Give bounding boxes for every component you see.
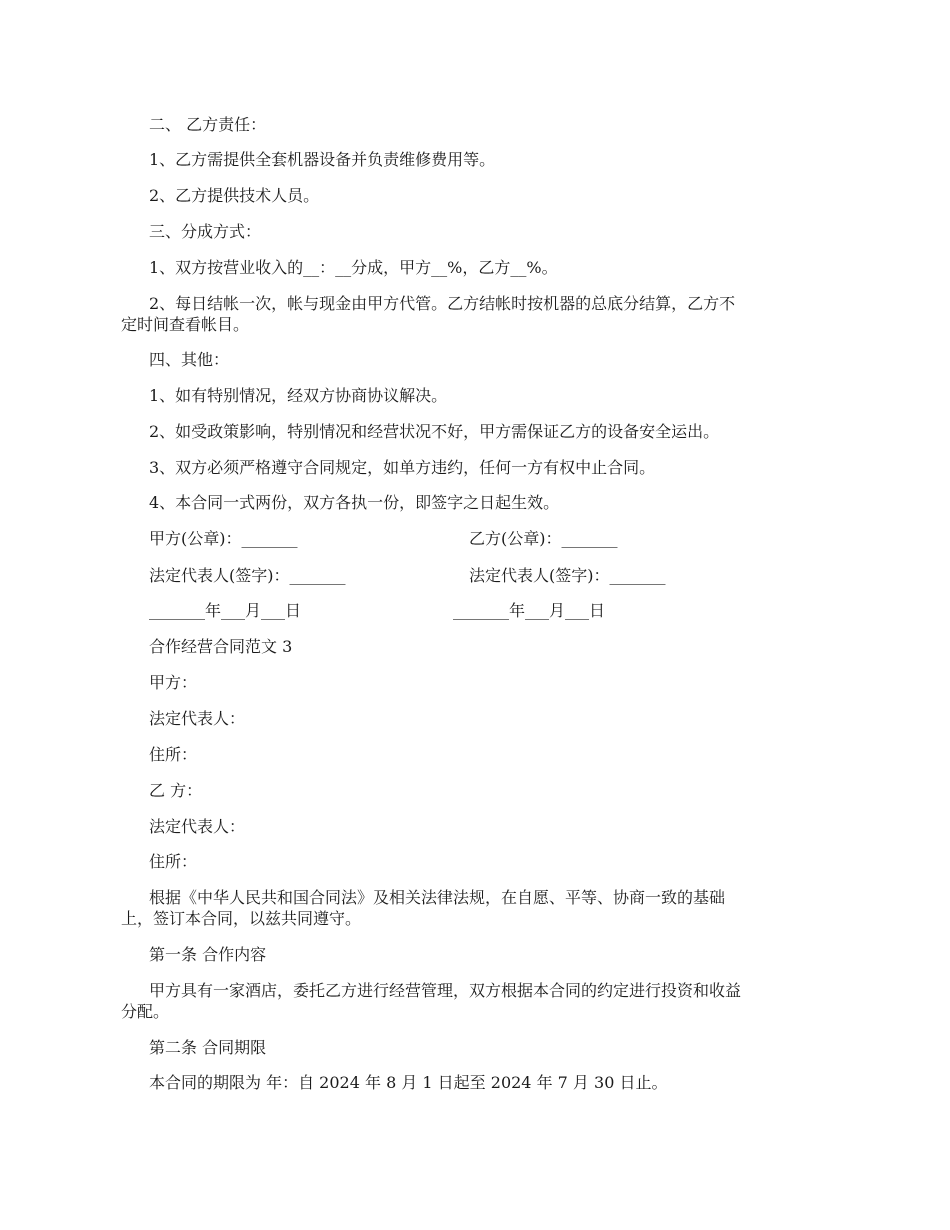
party-a-date-field: _______年___月___日 bbox=[149, 601, 302, 620]
paragraph: 2、每日结帐一次，帐与现金由甲方代管。乙方结帐时按机器的总底分结算，乙方不 bbox=[149, 294, 736, 313]
heading-party-b-duties: 二、 乙方责任： bbox=[149, 115, 267, 134]
paragraph: 1、乙方需提供全套机器设备并负责维修费用等。 bbox=[149, 150, 496, 169]
party-a-seal-field: 甲方(公章)：_______ bbox=[149, 529, 298, 548]
party-a-label: 甲方： bbox=[149, 673, 198, 692]
party-b-label: 乙 方： bbox=[149, 781, 203, 800]
paragraph: 1、如有特别情况，经双方协商协议解决。 bbox=[149, 386, 448, 405]
party-b-address-label: 住所： bbox=[149, 852, 198, 871]
party-a-representative-field: 法定代表人(签字)：_______ bbox=[149, 566, 346, 585]
paragraph: 4、本合同一式两份，双方各执一份，即签字之日起生效。 bbox=[149, 493, 560, 512]
party-a-representative-label: 法定代表人： bbox=[149, 709, 246, 728]
preamble: 根据《中华人民共和国合同法》及相关法律法规，在自愿、平等、协商一致的基础 bbox=[149, 888, 726, 907]
paragraph: 1、双方按营业收入的__：__分成，甲方__%，乙方__%。 bbox=[149, 258, 558, 277]
heading-other: 四、其他： bbox=[149, 350, 230, 369]
article-title: 第二条 合同期限 bbox=[149, 1038, 267, 1057]
party-b-representative-label: 法定代表人： bbox=[149, 817, 246, 836]
article-body-continuation: 分配。 bbox=[121, 1002, 170, 1021]
paragraph: 3、双方必须严格遵守合同规定，如单方违约，任何一方有权中止合同。 bbox=[149, 458, 656, 477]
paragraph: 2、如受政策影响，特别情况和经营状况不好，甲方需保证乙方的设备安全运出。 bbox=[149, 422, 720, 441]
paragraph-continuation: 定时间查看帐目。 bbox=[121, 315, 250, 334]
article-title: 第一条 合作内容 bbox=[149, 945, 267, 964]
section-title: 合作经营合同范文 3 bbox=[149, 637, 293, 656]
paragraph: 2、乙方提供技术人员。 bbox=[149, 186, 320, 205]
preamble-continuation: 上，签订本合同，以兹共同遵守。 bbox=[121, 909, 362, 928]
article-body: 甲方具有一家酒店，委托乙方进行经营管理，双方根据本合同的约定进行投资和收益 bbox=[149, 981, 742, 1000]
party-b-representative-field: 法定代表人(签字)：_______ bbox=[469, 566, 666, 585]
party-b-seal-field: 乙方(公章)：_______ bbox=[469, 529, 618, 548]
party-a-address-label: 住所： bbox=[149, 745, 198, 764]
heading-revenue-split: 三、分成方式： bbox=[149, 222, 262, 241]
article-body: 本合同的期限为 年：自 2024 年 8 月 1 日起至 2024 年 7 月 30 日止。 bbox=[149, 1073, 668, 1092]
party-b-date-field: _______年___月___日 bbox=[453, 601, 606, 620]
